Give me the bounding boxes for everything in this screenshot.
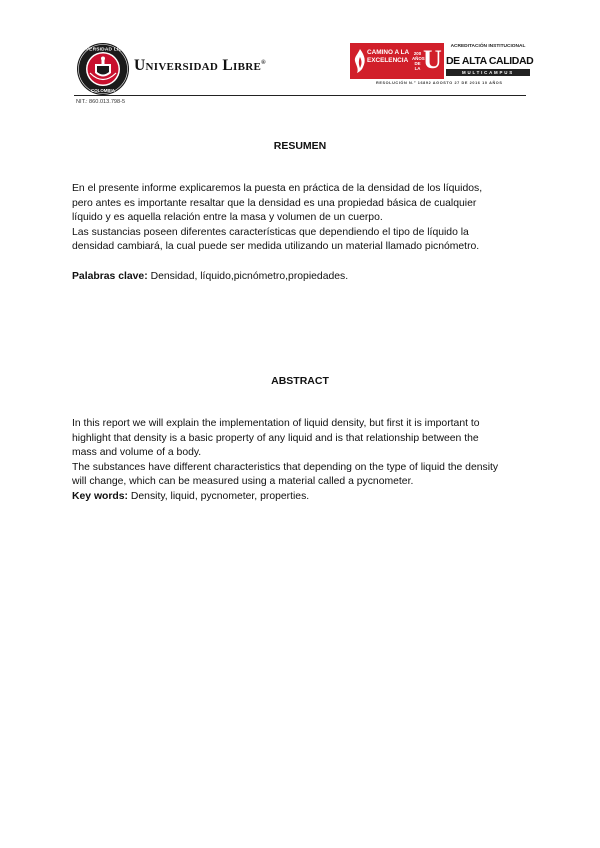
abstract-line: will change, which can be measured using a material called a pycnometer. (72, 476, 414, 487)
resumen-title: RESUMEN (273, 140, 327, 152)
accreditation-line-2: DE ALTA CALIDAD (446, 55, 534, 67)
resumen-line: pero antes es importante resaltar que la densidad es una propiedad básica de cualquier (72, 197, 477, 209)
campaign-badge (350, 43, 444, 79)
abstract-body (72, 417, 532, 504)
abstract-keywords (72, 490, 532, 505)
abstract-keywords-text: Density, liquid, pycnometer, properties. (128, 490, 310, 502)
header-divider (74, 95, 526, 96)
resumen-body (72, 182, 532, 255)
university-name (134, 57, 266, 75)
resumen-line: densidad cambiará, la cual puede ser medida utilizando un material llamado picnómetro. (72, 241, 480, 252)
resumen-line: En el presente informe explicaremos la puesta en práctica de la densidad de los líquidos, (72, 183, 483, 194)
accreditation-text (446, 43, 534, 79)
resumen-keywords-text: Densidad, líquido,picnómetro,propiedades. (147, 271, 349, 282)
abstract-keywords-label: Key words: (72, 490, 129, 502)
campaign-u-mark (412, 46, 442, 76)
resolution-text: RESOLUCIÓN N.° 16892 AGOSTO 27 DE 2016 10 AÑOS (376, 81, 503, 85)
accreditation-logo (350, 43, 534, 79)
nit-number: NIT.: 860.013.798-5 (76, 99, 126, 105)
university-seal-icon (76, 42, 130, 96)
abstract-line: In this report we will explain the implementation of liquid density, but first it is important to (72, 418, 480, 429)
abstract-line: mass and volume of a body. (72, 447, 202, 458)
flame-icon (353, 48, 367, 74)
abstract-title: ABSTRACT (271, 375, 329, 387)
campaign-u-small: 200 AÑOS DE LA (412, 51, 425, 71)
accreditation-line-3: MULTICAMPUS (446, 69, 530, 76)
seal-text-bottom: COLOMBIA (91, 88, 115, 93)
page-header (0, 0, 600, 112)
registered-mark: ® (261, 59, 266, 66)
resumen-line: Las sustancias poseen diferentes características que dependiendo el tipo de líquido la (72, 226, 469, 238)
abstract-line: highlight that density is a basic property of any liquid and is that relationship between the (72, 432, 479, 444)
resumen-line: líquido y es aquella relación entre la masa y volumen de un cuerpo. (72, 212, 383, 223)
resumen-keywords (72, 270, 532, 285)
campaign-text: CAMINO A LA EXCELENCIA (367, 49, 410, 64)
university-name-text: Universidad Libre (134, 57, 262, 74)
resumen-keywords-label: Palabras clave: (72, 271, 148, 282)
abstract-line: The substances have different characteristics that depending on the type of liquid the density (72, 461, 499, 473)
accreditation-line-1: ACREDITACIÓN INSTITUCIONAL (450, 44, 526, 49)
campaign-u-big: U (423, 45, 442, 74)
seal-text-top: UNIVERSIDAD LIBRE (76, 47, 130, 53)
